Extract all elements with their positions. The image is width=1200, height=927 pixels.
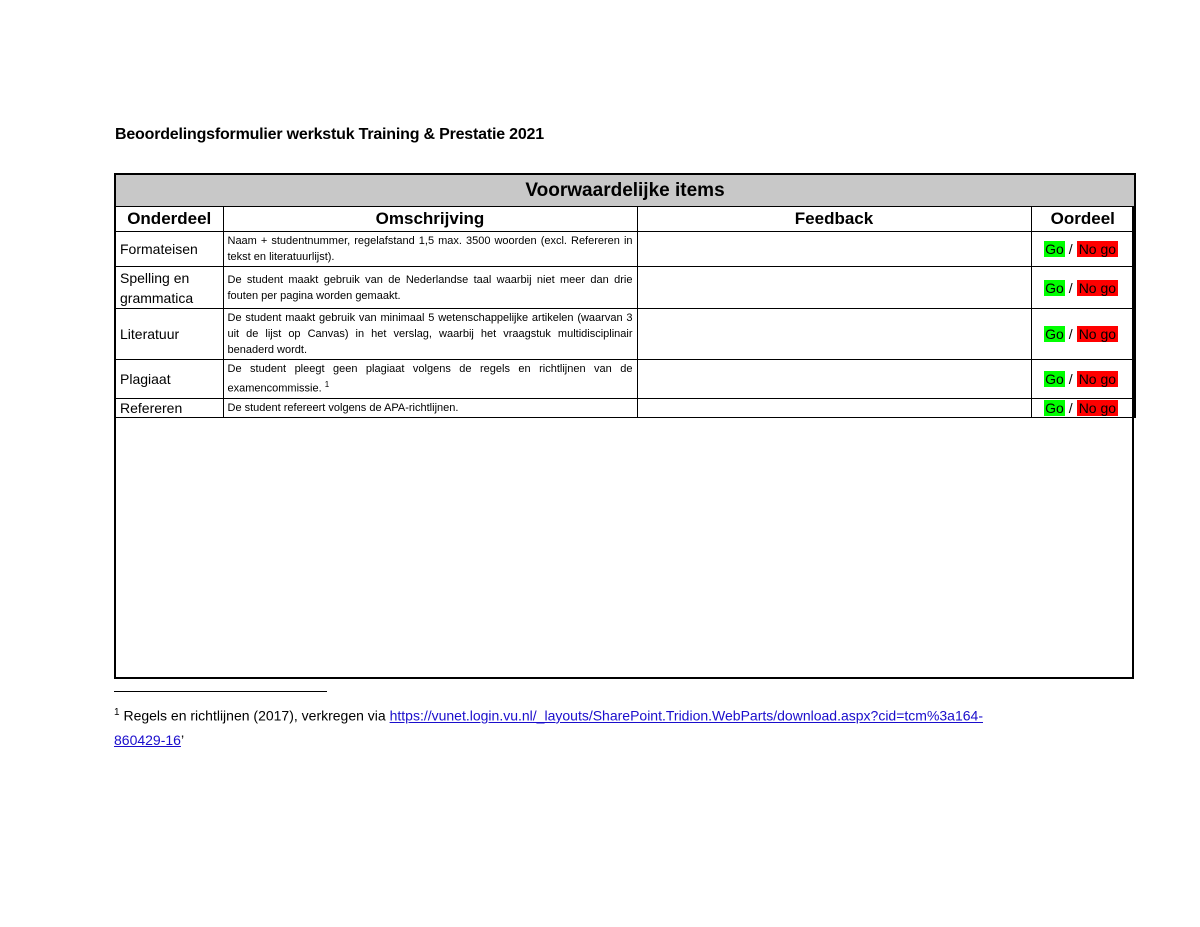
verdict-cell [1031,232,1135,267]
row-omschrijving: De student maakt gebruik van minimaal 5 wetenschappelijke artikelen (waarvan 3 uit de lijst op Canvas) in het verslag, waarbij het vraagstuk multidisciplinair benaderd wordt. [223,309,637,360]
header-omschrijving: Omschrijving [223,207,637,232]
go-option[interactable]: Go [1045,326,1064,342]
feedback-cell[interactable] [637,360,1031,399]
no-go-option[interactable]: No go [1078,279,1117,296]
row-omschrijving-text: De student pleegt geen plagiaat volgens de regels en richtlijnen van de examencommissie. [227,363,633,395]
go-option[interactable]: Go [1045,241,1064,257]
footnote-trailing: ’ [180,731,185,748]
table-row [115,398,1135,417]
header-oordeel: Oordeel [1031,207,1135,232]
footnote-separator [114,691,327,692]
verdict-separator: / [1068,370,1073,387]
no-go-option[interactable]: No go [1078,241,1117,257]
footnote-text: Regels en richtlijnen (2017), verkregen via [119,707,390,724]
row-onderdeel: Spelling en grammatica [115,267,223,309]
table-row [115,232,1135,267]
verdict-cell [1031,398,1135,417]
table-row [115,309,1135,360]
verdict-separator: / [1068,279,1073,296]
footnote-number: 1 [114,707,120,718]
footnote [114,701,1104,752]
verdict-separator: / [1068,241,1073,257]
verdict-cell [1031,267,1135,309]
verdict-cell [1031,360,1135,399]
header-feedback: Feedback [637,207,1031,232]
feedback-cell[interactable] [637,398,1031,417]
row-omschrijving: De student maakt gebruik van de Nederlandse taal waarbij niet meer dan drie fouten per pagina worden gemaakt. [223,267,637,309]
verdict-cell [1031,309,1135,360]
no-go-option[interactable]: No go [1078,326,1117,342]
header-row [115,207,1135,232]
assessment-table [114,173,1136,418]
verdict-separator: / [1068,326,1073,342]
table-row [115,360,1135,399]
row-omschrijving: De student refereert volgens de APA-richtlijnen. [223,398,637,417]
table-banner: Voorwaardelijke items [115,174,1135,207]
footnote-link-part2: 860429-16 [114,731,181,748]
row-omschrijving: Naam + studentnummer, regelafstand 1,5 max. 3500 woorden (excl. Refereren in tekst en literatuurlijst). [223,232,637,267]
row-onderdeel: Plagiaat [115,360,223,399]
row-onderdeel: Formateisen [115,232,223,267]
header-onderdeel: Onderdeel [115,207,223,232]
go-option[interactable]: Go [1045,279,1064,296]
footnote-link-part1: https://vunet.login.vu.nl/_layouts/SharePoint.Tridion.WebParts/download.aspx?cid=tcm%3a164- [389,707,983,724]
row-onderdeel: Literatuur [115,309,223,360]
go-option[interactable]: Go [1045,399,1064,416]
row-onderdeel: Refereren [115,398,223,417]
no-go-option[interactable]: No go [1078,399,1117,416]
table-row [115,267,1135,309]
feedback-cell[interactable] [637,267,1031,309]
go-option[interactable]: Go [1045,370,1064,387]
row-omschrijving [223,360,637,399]
feedback-cell[interactable] [637,309,1031,360]
document-title: Beoordelingsformulier werkstuk Training & Prestatie 2021 [115,126,544,143]
no-go-option[interactable]: No go [1078,370,1117,387]
footnote-reference: 1 [324,380,330,389]
verdict-separator: / [1068,399,1073,416]
feedback-cell[interactable] [637,232,1031,267]
